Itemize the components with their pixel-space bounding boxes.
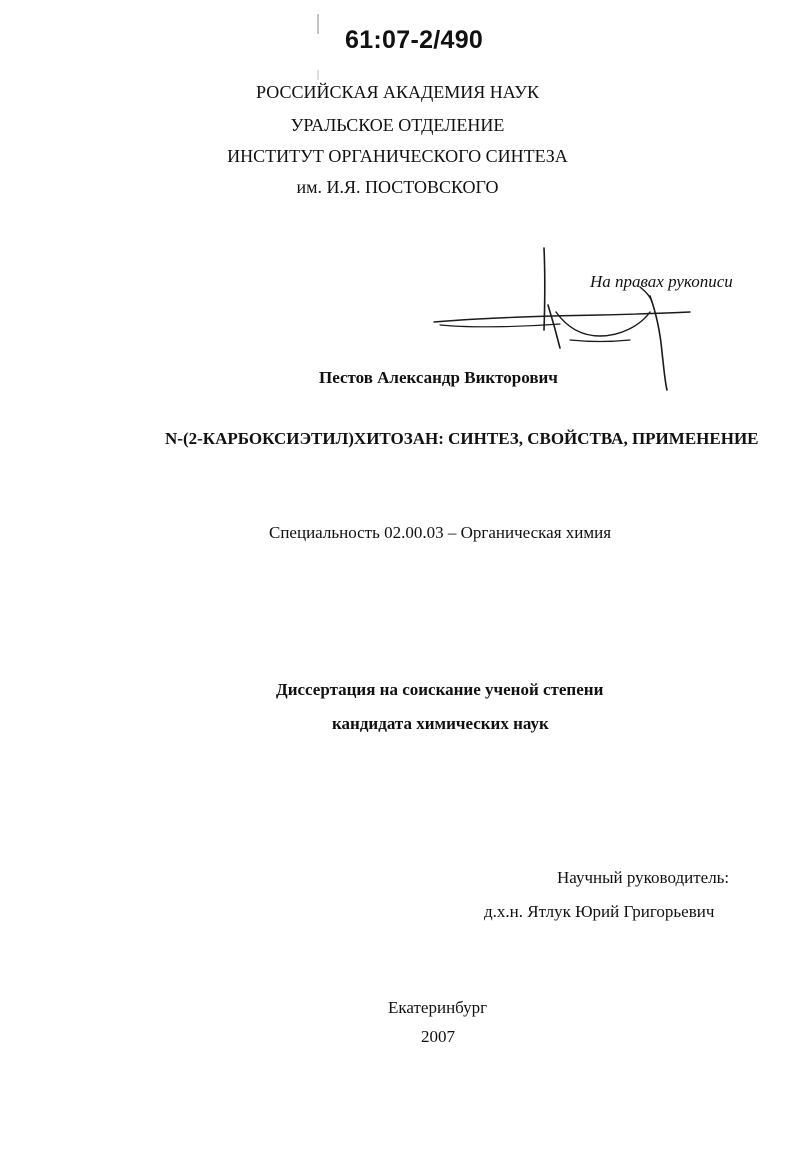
signature-stroke-hook bbox=[640, 287, 652, 302]
institution-line-2: УРАЛЬСКОЕ ОТДЕЛЕНИЕ bbox=[290, 115, 505, 135]
manuscript-rights-note: На правах рукописи bbox=[590, 272, 733, 291]
supervisor-label: Научный руководитель: bbox=[557, 868, 730, 887]
dissertation-title: N-(2-КАРБОКСИЭТИЛ)ХИТОЗАН: СИНТЕЗ, СВОЙСТВА, ПРИМЕНЕНИЕ bbox=[165, 429, 759, 448]
signature-stroke-lower bbox=[570, 340, 630, 342]
signature-stroke-baseline bbox=[434, 312, 690, 322]
signature-stroke-tail bbox=[650, 296, 667, 390]
year: 2007 bbox=[421, 1027, 455, 1046]
institution-line-4: им. И.Я. ПОСТОВСКОГО bbox=[296, 177, 499, 197]
specialty-line: Специальность 02.00.03 – Органическая химия bbox=[269, 523, 612, 542]
institution-line-3: ИНСТИТУТ ОРГАНИЧЕСКОГО СИНТЕЗА bbox=[227, 146, 568, 166]
degree-line-2: кандидата химических наук bbox=[332, 714, 549, 733]
city: Екатеринбург bbox=[388, 998, 488, 1017]
signature-stroke-vertical bbox=[544, 248, 545, 330]
signature-stroke-underline bbox=[440, 324, 560, 327]
supervisor-name: д.х.н. Ятлук Юрий Григорьевич bbox=[484, 902, 715, 921]
degree-line-1: Диссертация на соискание ученой степени bbox=[276, 680, 604, 699]
author-name: Пестов Александр Викторович bbox=[319, 368, 558, 387]
institution-line-1: РОССИЙСКАЯ АКАДЕМИЯ НАУК bbox=[256, 82, 539, 102]
signature-stroke-loop-left bbox=[548, 305, 560, 348]
catalog-number: 61:07-2/490 bbox=[345, 26, 484, 54]
